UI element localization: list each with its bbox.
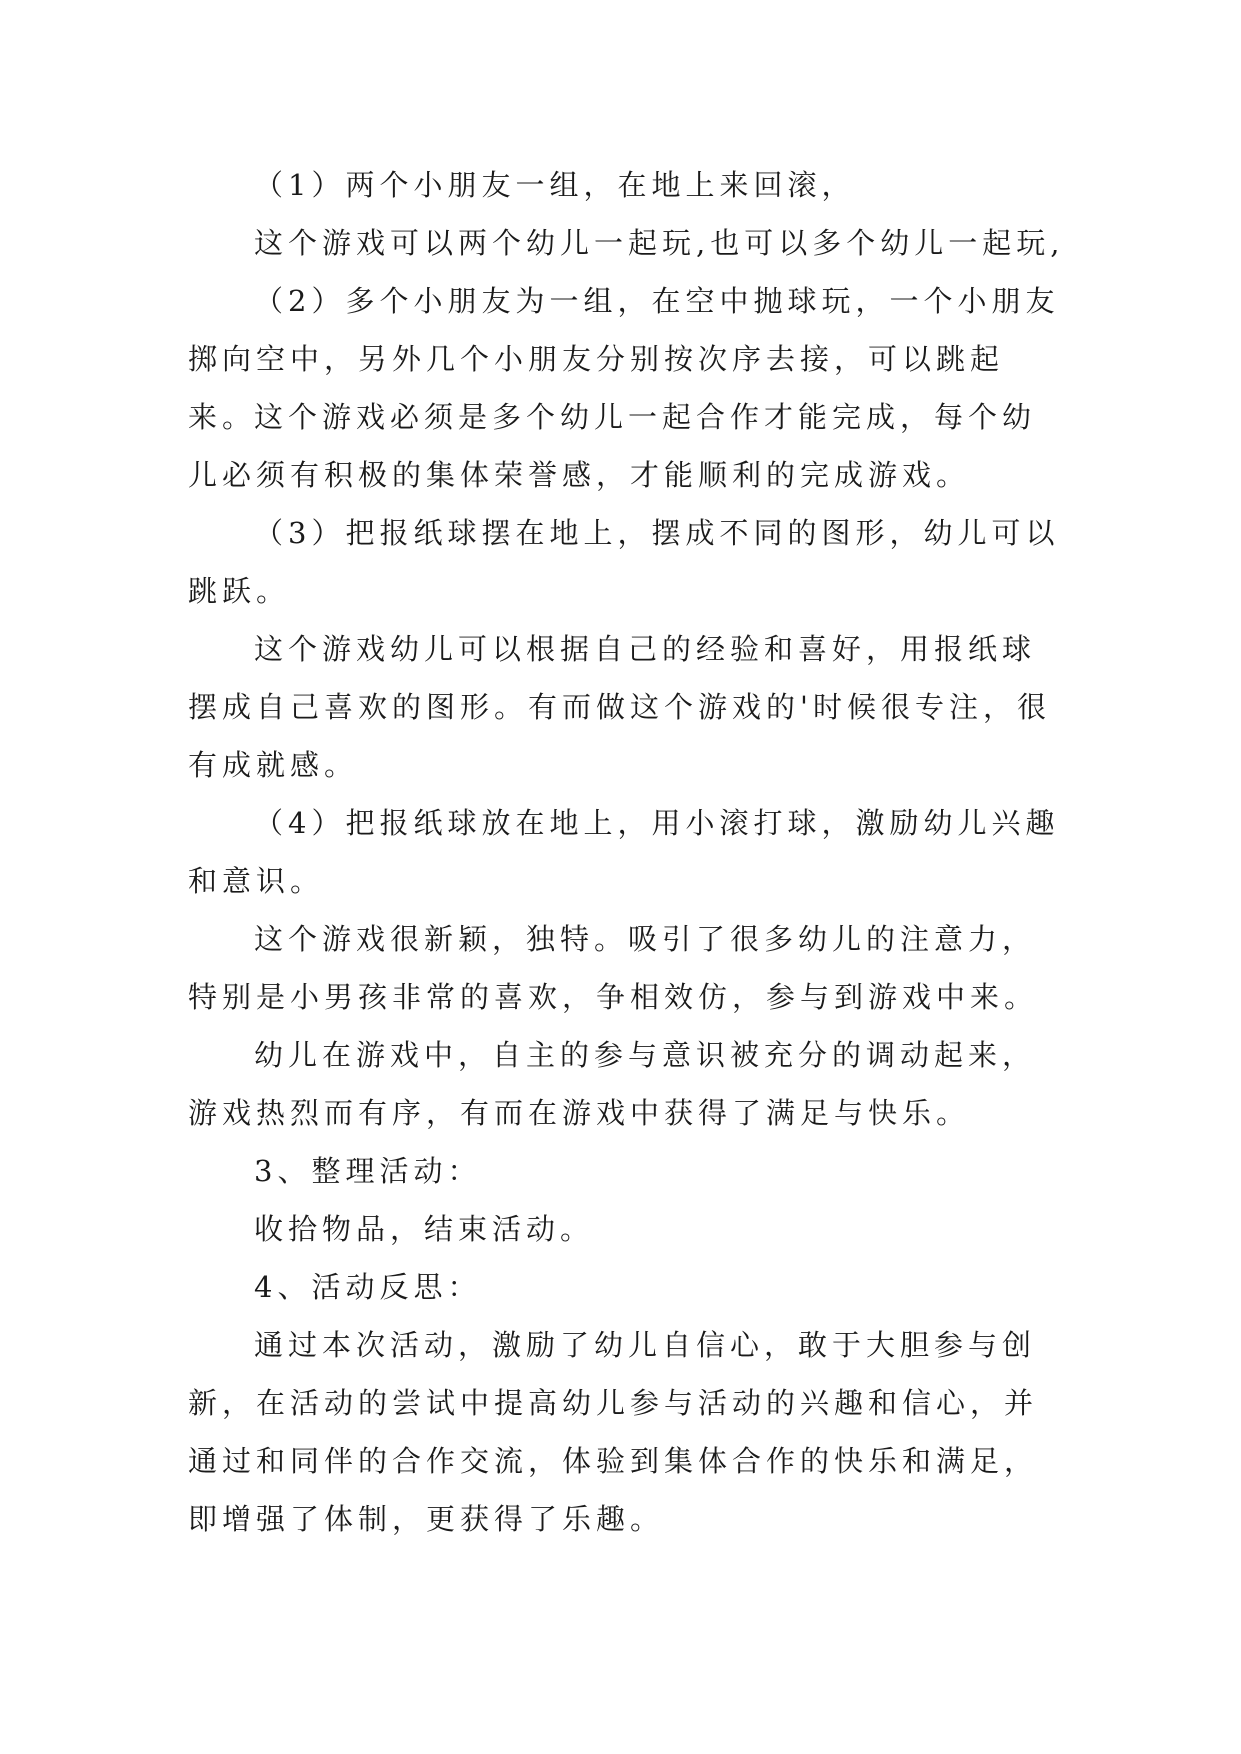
paragraph-game-2-note: 这个游戏必须是多个幼儿一起合作才能完成，每个幼儿必须有积极的集体荣誉感，才能顺利的完成游戏。 [188,400,1037,492]
section-heading-cleanup: 3、整理活动： [254,1154,482,1188]
paragraph-game-3-note: 这个游戏幼儿可以根据自己的经验和喜好，用报纸球摆成自己喜欢的图形。有而做这个游戏的'时候很专注，很有成就感。 [188,632,1051,782]
paragraph-game-1-note: 这个游戏可以两个幼儿一起玩,也可以多个幼儿一起玩, [254,226,1065,260]
paragraph-game-4-note: 这个游戏很新颖，独特。吸引了很多幼儿的注意力，特别是小男孩非常的喜欢，争相效仿，参与到游戏中来。 [188,922,1039,1014]
paragraph-game-summary: 幼儿在游戏中，自主的参与意识被充分的调动起来，游戏热烈而有序，有而在游戏中获得了满足与快乐。 [188,1038,1037,1130]
section-heading-reflection: 4、活动反思： [254,1270,482,1304]
paragraph-cleanup: 收拾物品，结束活动。 [254,1212,595,1246]
paragraph-game-2: （2）多个小朋友为一组，在空中抛球玩，一个小朋友掷向空中，另外几个小朋友分别按次序去接，可以跳起来。 [188,284,1060,434]
paragraph-game-4: （4）把报纸球放在地上，用小滚打球，激励幼儿兴趣和意识。 [188,806,1060,898]
paragraph-game-1: （1）两个小朋友一组，在地上来回滚， [254,168,856,202]
paragraph-reflection: 通过本次活动，激励了幼儿自信心，敢于大胆参与创新，在活动的尝试中提高幼儿参与活动的兴趣和信心，并通过和同伴的合作交流，体验到集体合作的快乐和满足，即增强了体制，更获得了乐趣。 [188,1328,1039,1536]
paragraph-game-3: （3）把报纸球摆在地上，摆成不同的图形，幼儿可以跳跃。 [188,516,1060,608]
